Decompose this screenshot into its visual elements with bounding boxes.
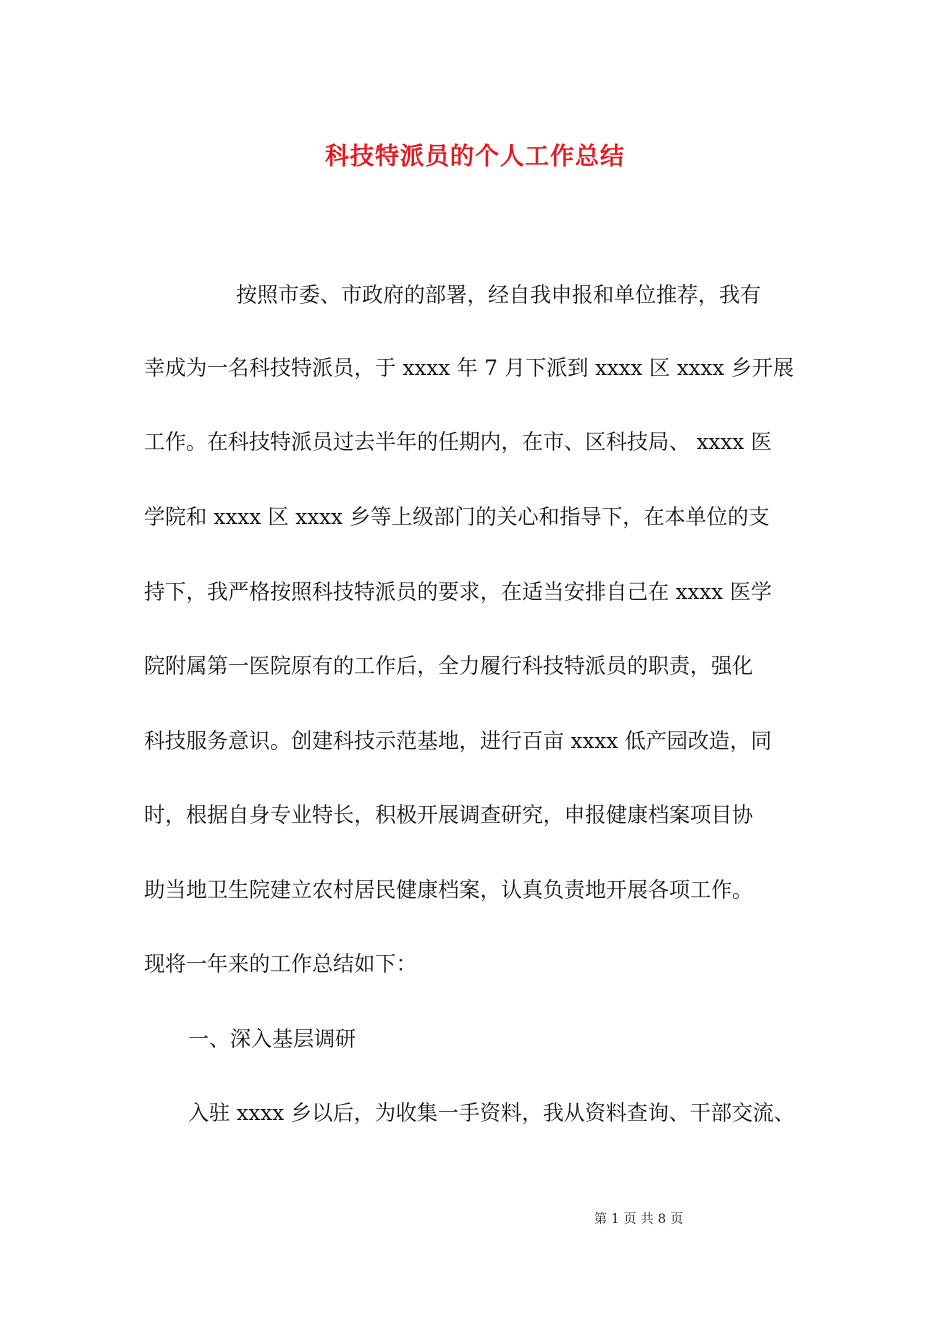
body-line-2: 幸成为一名科技特派员，于 xxxx 年 7 月下派到 xxxx 区 xxxx 乡开展 [144,356,794,380]
body-line-10: 现将一年来的工作总结如下： [144,952,417,976]
section-heading: 一、深入基层调研 [188,1027,356,1051]
body-line-6: 院附属第一医院原有的工作后，全力履行科技特派员的职责，强化 [144,654,753,678]
body-line-3: 工作。在科技特派员过去半年的任期内，在市、区科技局、 xxxx 医 [144,430,772,454]
body-line-4: 学院和 xxxx 区 xxxx 乡等上级部门的关心和指导下，在本单位的支 [144,505,770,529]
body-line-7: 科技服务意识。创建科技示范基地，进行百亩 xxxx 低产园改造，同 [144,729,772,753]
body-line-5: 持下，我严格按照科技特派员的要求，在适当安排自己在 xxxx 医学 [144,580,772,604]
page-number: 第 1 页 共 8 页 [594,1212,684,1227]
body-line-9: 助当地卫生院建立农村居民健康档案，认真负责地开展各项工作。 [144,878,753,902]
page-title: 科技特派员的个人工作总结 [325,141,625,170]
body-line-1: 按照市委、市政府的部署，经自我申报和单位推荐，我有 [236,283,761,307]
body-line-8: 时，根据自身专业特长，积极开展调查研究，申报健康档案项目协 [144,803,753,827]
body-line-12: 入驻 xxxx 乡以后，为收集一手资料，我从资料查询、干部交流、 [188,1101,795,1125]
